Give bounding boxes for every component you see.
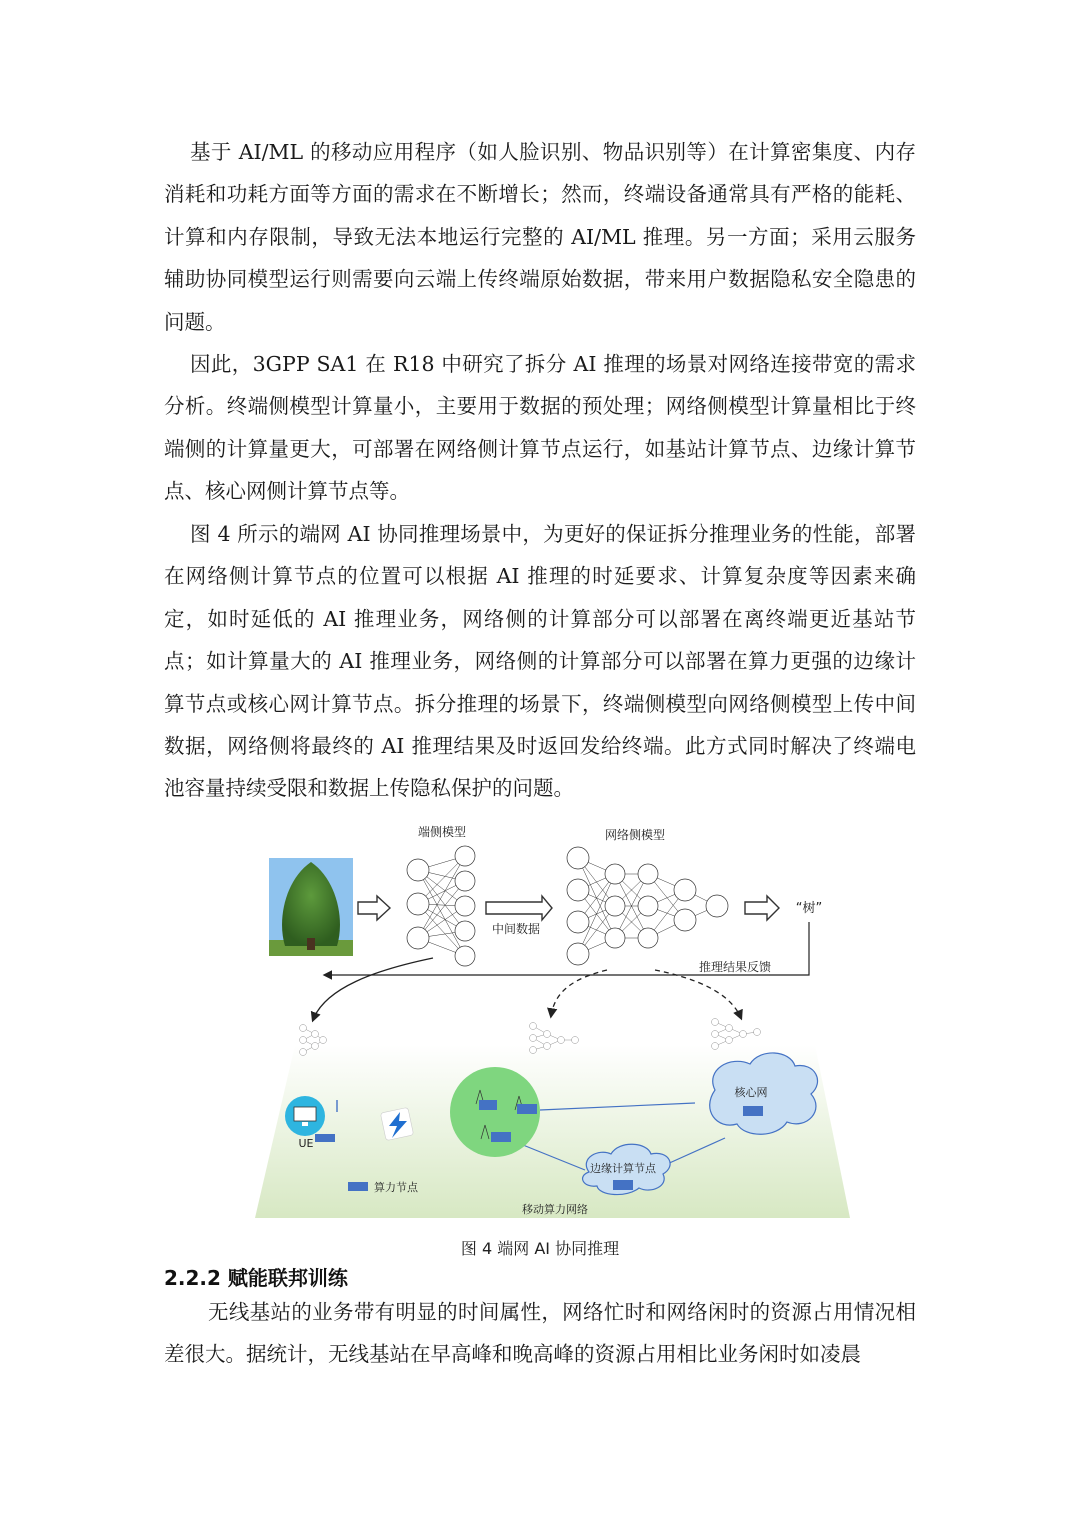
legend-label: 算力节点	[374, 1181, 418, 1194]
network-model-label: 网络侧模型	[604, 828, 666, 842]
figure-caption: 图 4 端网 AI 协同推理	[460, 1239, 620, 1258]
deploy-arrow-core	[655, 970, 741, 1018]
network-label: 移动算力网络	[522, 1203, 588, 1216]
output-arrow	[745, 896, 779, 920]
base-station-cluster	[450, 1067, 540, 1157]
network-model-network	[567, 847, 728, 965]
paragraph-3: 图 4 所示的端网 AI 协同推理场景中，为更好的保证拆分推理业务的性能，部署在网络侧计算节点的位置可以根据 AI 推理的时延要求、计算复杂度等因素来确定，如时延低的 AI 推理业务，网络侧的计算部分可以部署在离终端更近基站节点；如计算量大的 AI 推理业务，网络侧的计算部分可以部署在算力更强的边缘计算节点或核心网计算节点。拆分推理的场景下，终端侧模型向网络侧模型上传中间数据，网络侧将最终的 AI 推理结果及时返回发给终端。此方式同时解决了终端电池容量持续受限和数据上传隐私保护的问题。	[164, 522, 916, 801]
terminal-model-label: 端侧模型	[417, 825, 467, 839]
paragraph-4: 无线基站的业务带有明显的时间属性，网络忙时和网络闲时的资源占用情况相差很大。据统计，无线基站在早高峰和晚高峰的资源占用相比业务闲时如凌晨	[164, 1300, 916, 1367]
terminal-model-network	[407, 846, 475, 966]
mini-network-core	[712, 1019, 761, 1050]
deploy-arrow-terminal	[313, 958, 433, 1020]
figure-diagram	[255, 820, 855, 1220]
intermediate-data-arrow	[486, 896, 552, 920]
intermediate-data-label: 中间数据	[491, 922, 541, 936]
wireless-bolt-icon	[380, 1107, 413, 1140]
edge-node-label: 边缘计算节点	[590, 1162, 656, 1175]
core-network-label: 核心网	[734, 1086, 768, 1099]
deploy-arrow-base-station	[551, 970, 607, 1016]
paragraph-1: 基于 AI/ML 的移动应用程序（如人脸识别、物品识别等）在计算密集度、内存消耗和功耗方面等方面的需求在不断增长；然而，终端设备通常具有严格的能耗、计算和内存限制，导致无法本地运行完整的 AI/ML 推理。另一方面；采用云服务辅助协同模型运行则需要向云端上传终端原始数据，带来用户数据隐私安全隐患的问题。	[164, 140, 916, 334]
feedback-label: 推理结果反馈	[698, 960, 772, 974]
legend-swatch	[348, 1182, 368, 1191]
collaborative-inference-figure	[255, 820, 855, 1220]
input-arrow	[358, 896, 390, 920]
tree-image	[269, 858, 353, 956]
output-label: “树”	[795, 901, 823, 916]
section-heading: 2.2.2 赋能联邦训练	[164, 1266, 348, 1290]
ue-label: UE	[298, 1137, 314, 1150]
paragraph-2: 因此，3GPP SA1 在 R18 中研究了拆分 AI 推理的场景对网络连接带宽的需求分析。终端侧模型计算量小，主要用于数据的预处理；网络侧模型计算量相比于终端侧的计算量更大，可部署在网络侧计算节点运行，如基站计算节点、边缘计算节点、核心网侧计算节点等。	[164, 352, 916, 504]
